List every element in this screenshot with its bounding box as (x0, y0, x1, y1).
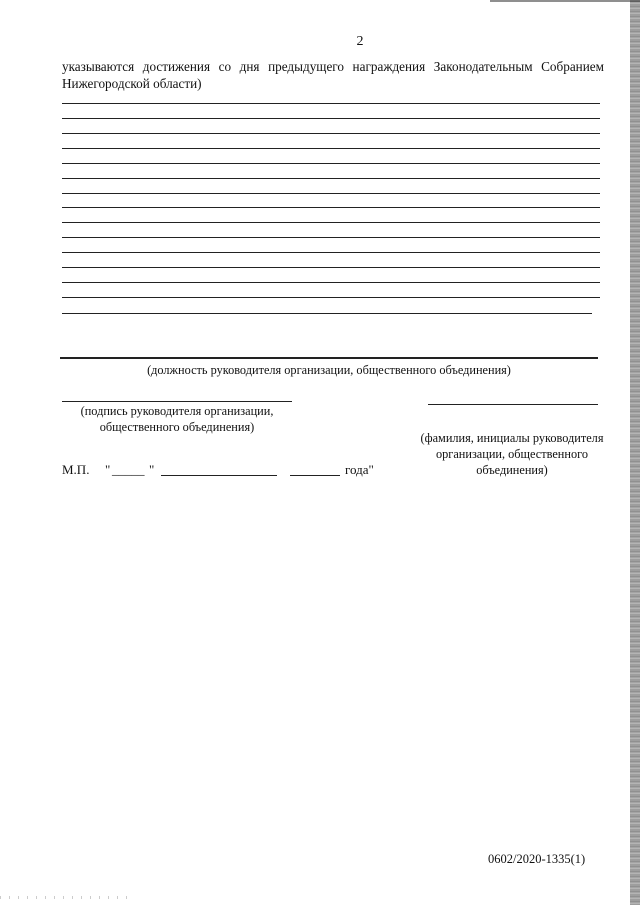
document-code: 0602/2020-1335(1) (488, 852, 586, 866)
scan-artifact-bottom (0, 896, 130, 899)
signature-line (62, 401, 292, 402)
position-caption: (должность руководителя организации, общественного объединения) (147, 363, 511, 377)
quote-open: " (105, 462, 111, 477)
fill-line (62, 193, 600, 194)
intro-text: указываются достижения со дня предыдущего награждения Законодательным Собранием Нижегородской области) (62, 59, 604, 91)
fill-line (62, 103, 600, 104)
year-suffix: года" (345, 462, 374, 477)
fill-line (62, 163, 600, 164)
mp-label: М.П. (62, 462, 90, 477)
fill-line (62, 133, 600, 134)
day-blank: _____ (112, 462, 145, 477)
year-blank-line (290, 475, 340, 476)
fill-line (62, 252, 600, 253)
month-blank-line (161, 475, 277, 476)
fill-line (62, 282, 600, 283)
signature-caption: (подпись руководителя организации, общественного объединения) (80, 404, 274, 434)
scan-artifact-top (490, 0, 640, 2)
fill-line (62, 297, 600, 298)
fill-line (62, 118, 600, 119)
fill-line (62, 178, 600, 179)
fill-line (62, 237, 600, 238)
name-line (428, 404, 598, 405)
fill-line (62, 267, 600, 268)
scan-artifact-edge (630, 0, 640, 905)
quote-close: " (149, 462, 155, 477)
fill-line (62, 313, 592, 314)
fill-line (62, 148, 600, 149)
name-caption: (фамилия, инициалы руководителя организации, общественного объединения) (420, 431, 604, 477)
page-number: 2 (356, 34, 364, 49)
fill-line (62, 207, 600, 208)
position-line (60, 357, 598, 359)
fill-line (62, 222, 600, 223)
